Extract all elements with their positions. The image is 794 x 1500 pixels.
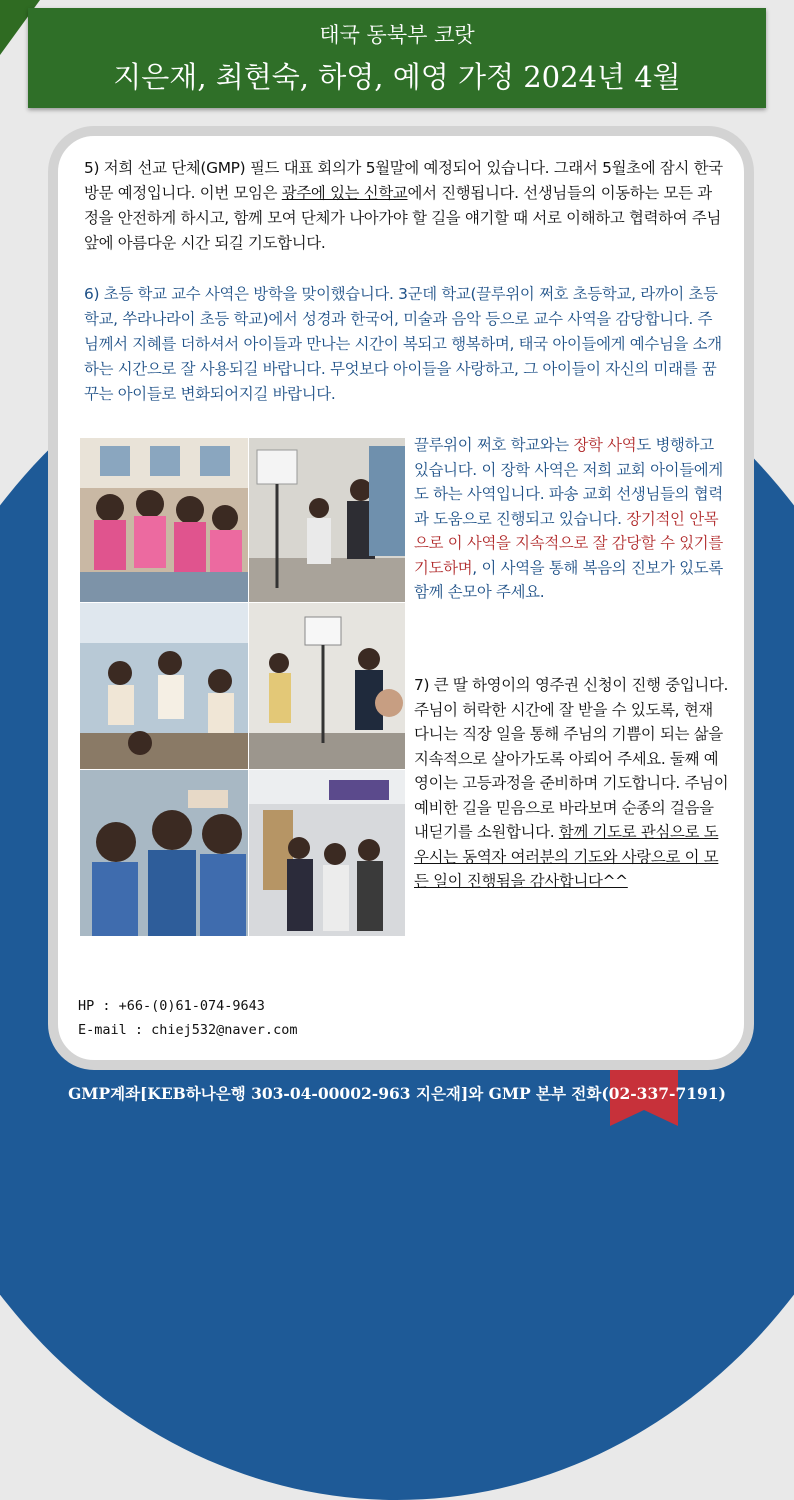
photo-office-group <box>249 770 405 936</box>
paragraph-5 <box>84 156 724 256</box>
paragraph-5-underlined: 광주에 있는 신학교 <box>281 184 408 202</box>
footer-account: GMP계좌[KEB하나은행 303-04-00002-963 지은재]와 GMP 본부 전화(02-337-7191) <box>68 1084 726 1103</box>
header-title: 지은재, 최현숙, 하영, 예영 가정 2024년 4월 <box>113 60 681 94</box>
paragraph-5-text: 5) 저희 선교 단체(GMP) 필드 대표 회의가 5월말에 예정되어 있습니다. 그래서 5월초에 잠시 한국 방문 예정입니다. 이번 모임은 <box>84 159 723 202</box>
scholarship-paragraph <box>414 433 730 605</box>
paragraph-7 <box>414 673 730 894</box>
photo-interview-room <box>249 603 405 769</box>
header-banner <box>28 8 766 108</box>
paragraph-7-text: 7) 큰 딸 하영이의 영주권 신청이 진행 중입니다. 주님이 허락한 시간에 잘 받을 수 있도록, 현재 다니는 직장 일을 통해 주님의 기쁨이 되는 삶을 지속적으로 살아가도록 아뢰어 주세요. 둘째 예영이는 고등과정을 준비하며 기도합니다. 주님이 예비한 길을 믿음으로 바라보며 순종의 걸음을 내딛기를 소원합니다. <box>414 676 729 841</box>
photo-classroom <box>80 603 248 769</box>
scholarship-text-2: 도 병행하고 있습니다. 이 장학 사역은 저희 교회 아이들에게도 하는 사역입니다. 파송 교회 선생님들의 협력과 도움으로 진행되고 있습니다. <box>414 436 723 528</box>
contact-info <box>78 994 297 1042</box>
scholarship-text-3: , 이 사역을 통해 복음의 진보가 있도록 함께 손모아 주세요. <box>414 558 723 601</box>
paragraph-5-text-end: 에서 진행됩니다. 선생님들의 이동하는 모든 과정을 안전하게 하시고, 함께 모여 단체가 나아가야 할 길을 얘기할 때 서로 이해하고 협력하여 주님 앞에 아름다운 시간 되길 기도합니다. <box>84 184 722 252</box>
contact-phone: HP : +66-(0)61-074-9643 <box>78 998 265 1014</box>
scholarship-prayer-highlight: 장기적인 안목으로 이 사역을 지속적으로 잘 감당할 수 있기를 기도하며 <box>414 509 723 577</box>
scholarship-text: 끌루위이 쩌호 학교와는 <box>414 436 574 454</box>
paragraph-6: 6) 초등 학교 교수 사역은 방학을 맞이했습니다. 3군데 학교(끌루위이 쩌호 초등학교, 라까이 초등학교, 쑤라나라이 초등 학교)에서 성경과 한국어, 미술과 음악 등으로 교수 사역을 감당합니다. 주님께서 지혜를 더하셔서 아이들과 만나는 시간이 복되고 행복하며, 태국 아이들에게 예수님을 소개하는 시간으로 잘 사용되길 바랍니다. 무엇보다 아이들을 사랑하고, 그 아이들이 자신의 미래를 꿈꾸는 아이들로 변화되어지길 바랍니다. <box>84 285 722 403</box>
photo-studio-setup <box>249 438 405 602</box>
photo-students-pink <box>80 438 248 602</box>
photo-boys-selfie <box>80 770 248 936</box>
scholarship-highlight: 장학 사역 <box>573 436 637 454</box>
contact-email: E-mail : chiej532@naver.com <box>78 1022 298 1038</box>
paragraph-7-thanks: 함께 기도로 관심으로 도우시는 동역자 여러분의 기도와 사랑으로 이 모든 일이 진행됨을 감사합니다^^ <box>414 823 719 890</box>
header-subtitle: 태국 동북부 코랏 <box>319 23 475 47</box>
